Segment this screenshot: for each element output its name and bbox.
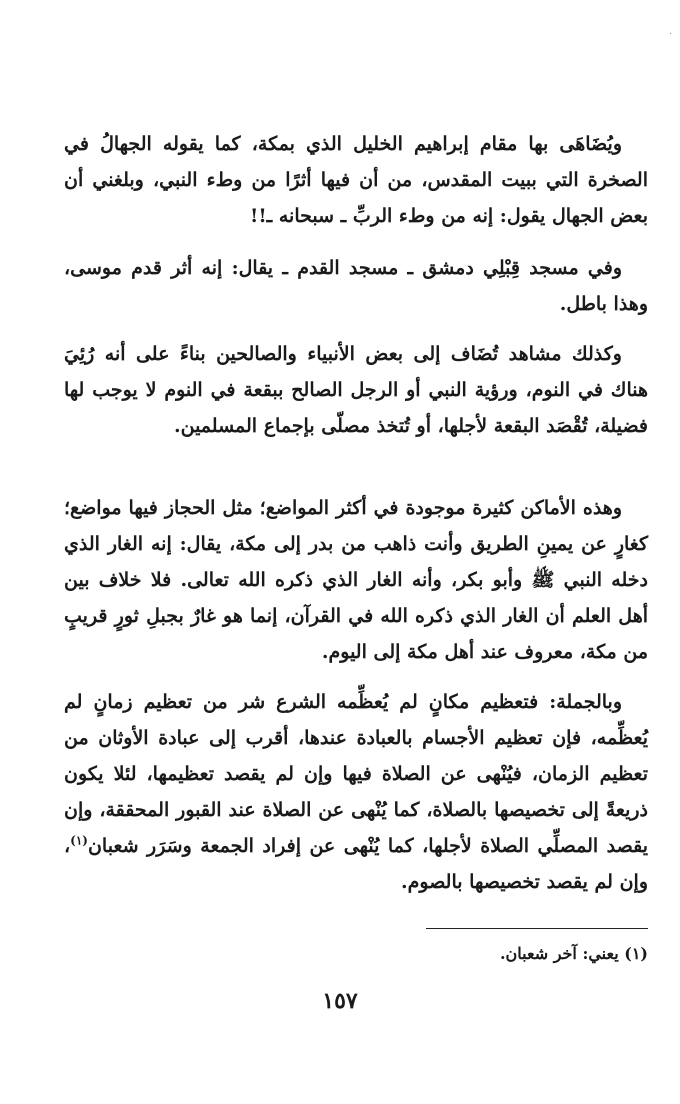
footnote-divider — [426, 928, 648, 929]
footnote-reference[interactable]: (١) — [70, 833, 88, 848]
paragraph-4-text: وهذه الأماكن كثيرة موجودة في أكثر المواضع؛ مثل الحجاز فيها مواضع؛ كغارٍ عن يمينِ الطريق وأنت ذاهب من بدر إلى مكة، يقال: إنه الغار الذي دخله النبي ﷺ وأبو بكر، وأنه الغار الذي ذكره الله تعالى. فلا خلاف بين أهل العلم أن الغار الذي ذكره الله في القرآن، إنما هو غارٌ بجبلِ ثورٍ قريبٍ من مكة، معروف عند أهل مكة إلى اليوم. — [64, 497, 648, 663]
paragraph-1-text: ويُضَاهَى بها مقام إبراهيم الخليل الذي بمكة، كما يقوله الجهالُ في الصخرة التي ببيت المقدس، من أن فيها أثرًا من وطء النبي، وبلغني أن بعض الجهال يقول: إنه من وطء الربِّ ـ سبحانه ـ!! — [64, 133, 648, 227]
paragraph-5-tail: ، وإن لم يقصد تخصيصها بالصوم. — [64, 835, 648, 893]
paragraph-2-text: وفي مسجد قِبْلِي دمشق ـ مسجد القدم ـ يقال: إنه أثر قدم موسى، وهذا باطل. — [64, 257, 648, 315]
paragraph-5-body: فتعظيم مكانٍ لم يُعظِّمه الشرع شر من تعظيم زمانٍ لم يُعظِّمه، فإن تعظيم الأجسام بالعبادة عندها، أقرب إلى عبادة الأوثان من تعظيم الزمان، فيُنْهى عن الصلاة فيها وإن لم يقصد تعظيمها، لئلا يكون ذريعةً إلى تخصيصها بالصلاة، كما يُنْهى عن الصلاة عند القبور المحققة، وإن يقصد المصلِّي الصلاة لأجلها، كما يُنْهى عن إفراد الجمعة وسَرَر شعبان — [64, 691, 648, 857]
paragraph-3-text: وكذلك مشاهد تُضَاف إلى بعض الأنبياء والصالحين بناءً على أنه رُئِيَ هناك في النوم، ورؤية النبي أو الرجل الصالح ببقعة في النوم لا يوجب لها فضيلة، تُقْصَد البقعة لأجلها، أو تُتخذ مصلّى بإجماع المسلمين. — [64, 343, 648, 437]
paragraph-4 — [64, 490, 648, 670]
footnote: (١) يعني: آخر شعبان. — [499, 944, 648, 963]
page-number: ١٥٧ — [322, 988, 358, 1014]
paragraph-5-lead: وبالجملة: — [549, 691, 622, 713]
paragraph-2 — [64, 250, 648, 322]
paragraph-5-text — [64, 684, 648, 900]
paragraph-1 — [64, 126, 648, 234]
paragraph-5 — [64, 684, 648, 900]
corner-mark: · — [669, 29, 673, 40]
paragraph-3 — [64, 336, 648, 444]
